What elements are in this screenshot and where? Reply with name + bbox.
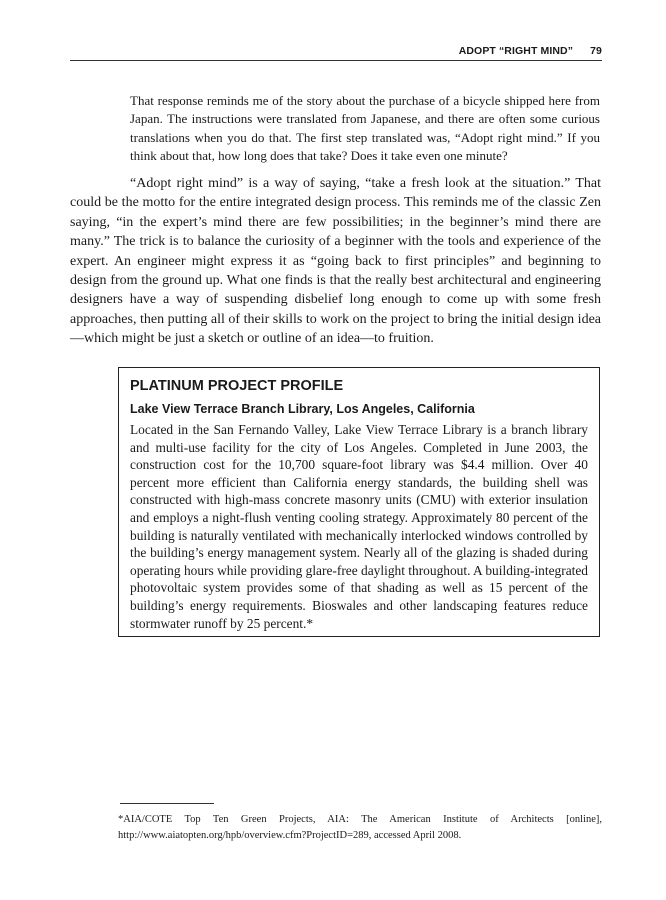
- project-profile-box: [118, 367, 600, 637]
- running-title: ADOPT “RIGHT MIND”: [458, 45, 574, 57]
- footnote-divider: [120, 803, 214, 804]
- body-paragraph: “Adopt right mind” is a way of saying, “take a fresh look at the situation.” That could be the motto for the entire integrated design process. This reminds me of the classic Zen saying, “in the expert’s mind there are few possibilities; in the beginner’s mind there are many.” The trick is to balance the curiosity of a beginner with the tools and experience of the expert. An engineer might express it as “going back to first principles” and beginning to design from the ground up. What one finds is that the really best architectural and engineering designers have a way of suspending disbelief long enough to come up with some fresh approaches, then putting all of their skills to work on the project to bring the initial design idea—which might be just a sketch or outline of an idea—to fruition.: [70, 176, 601, 347]
- extract-paragraph: That response reminds me of the story about the purchase of a bicycle shipped here from Japan. The instructions were translated from Japanese, and there are often some curious translations when you do that. The first step translated was, “Adopt right mind.” If you think about that, how long does that take? Does it take even one minute?: [130, 93, 600, 164]
- running-head: [70, 44, 602, 61]
- profile-text: Located in the San Fernando Valley, Lake View Terrace Library is a branch library and multi-use facility for the city of Los Angeles. Completed in June 2003, the construction cost for the 10,700 square-foot library was $4.4 million. Over 40 percent more efficient than California energy standards, the building shell was constructed with high-mass concrete masonry units (CMU) with exterior insulation and employs a night-flush venting cooling strategy. Approximately 80 percent of the building is naturally ventilated with mechanically interlocked windows controlled by the building’s energy management system. Nearly all of the glazing is shaded during operating hours while providing glare-free daylight throughout. A building-integrated photovoltaic system provides some of that shading as well as 15 percent of the building’s energy requirements. Bioswales and other landscaping features reduce stormwater runoff by 25 percent.*: [130, 422, 588, 631]
- page-number: 79: [590, 45, 602, 57]
- profile-heading: PLATINUM PROJECT PROFILE: [130, 378, 344, 394]
- profile-subheading: Lake View Terrace Branch Library, Los Angeles, California: [130, 402, 475, 416]
- footnote: *AIA/COTE Top Ten Green Projects, AIA: The American Institute of Architects [online], http://www.aiatopten.org/hpb/overview.cfm?ProjectID=289, accessed April 2008.: [118, 814, 602, 841]
